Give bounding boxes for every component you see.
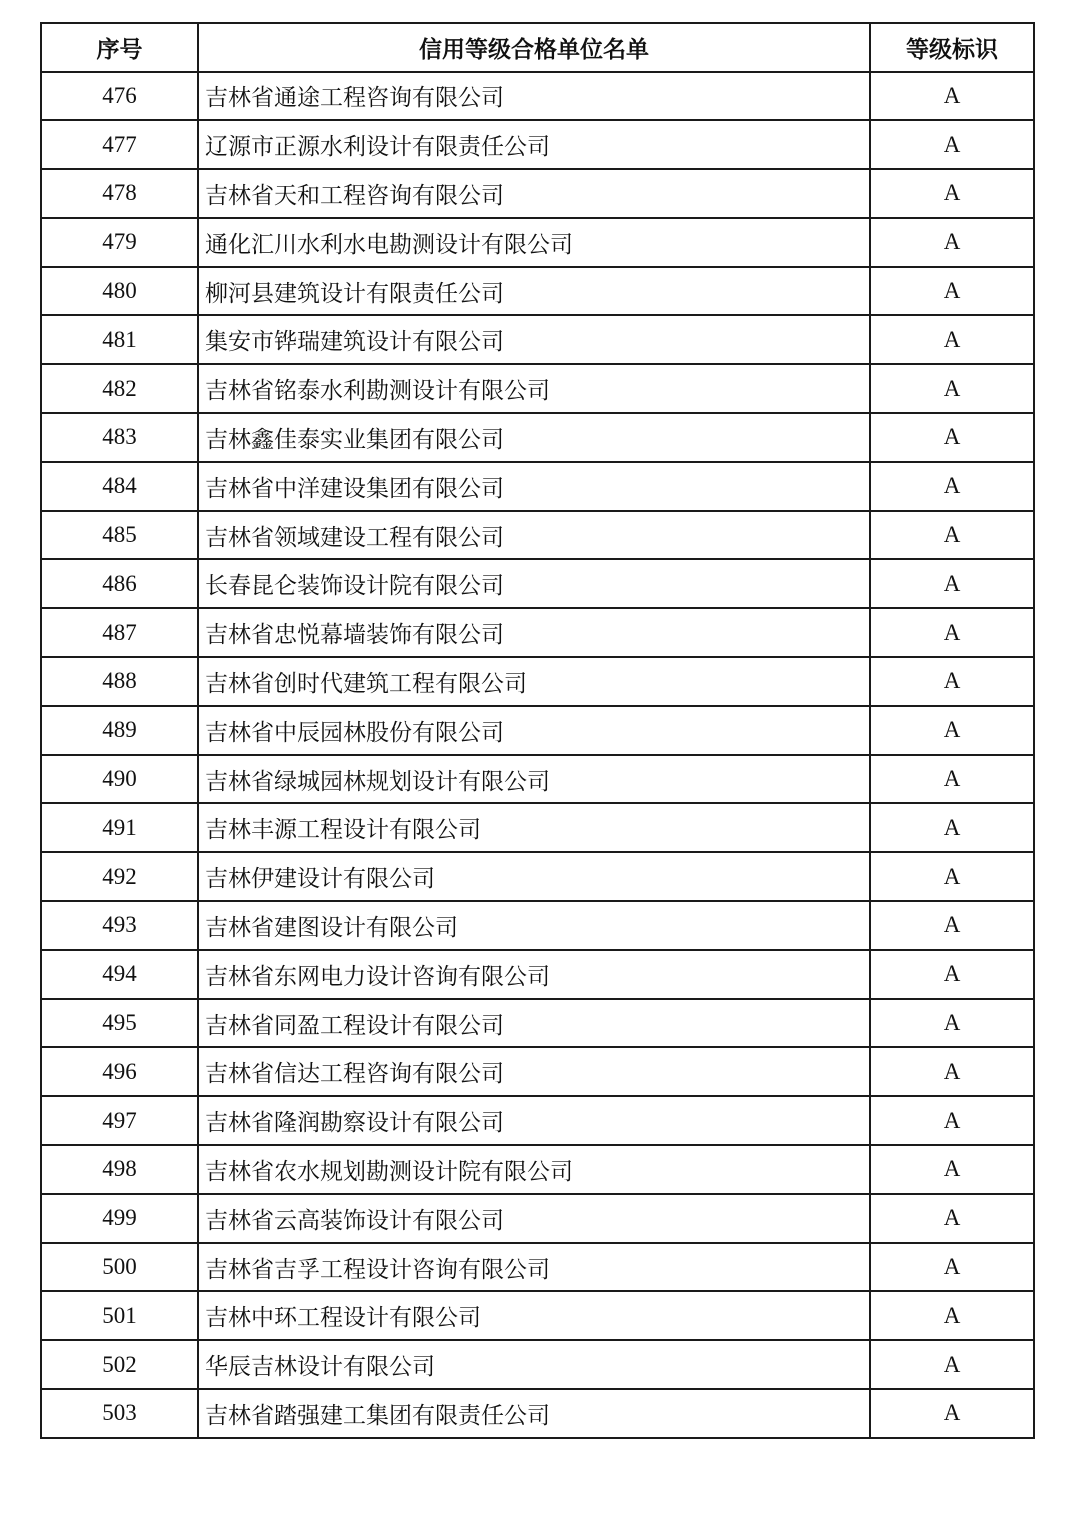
row-serial-number: 485 [41, 511, 198, 560]
row-grade-mark: A [870, 511, 1034, 560]
header-serial-number: 序号 [41, 23, 198, 72]
row-grade-mark: A [870, 1145, 1034, 1194]
row-serial-number: 487 [41, 608, 198, 657]
row-unit-name: 吉林省忠悦幕墙装饰有限公司 [198, 608, 870, 657]
row-unit-name: 吉林省领域建设工程有限公司 [198, 511, 870, 560]
row-serial-number: 494 [41, 950, 198, 999]
row-serial-number: 484 [41, 462, 198, 511]
table-row [41, 1096, 1034, 1145]
row-serial-number: 476 [41, 72, 198, 121]
table-row [41, 511, 1034, 560]
row-serial-number: 478 [41, 169, 198, 218]
row-grade-mark: A [870, 462, 1034, 511]
row-grade-mark: A [870, 1096, 1034, 1145]
row-serial-number: 499 [41, 1194, 198, 1243]
table-row [41, 999, 1034, 1048]
row-grade-mark: A [870, 120, 1034, 169]
row-serial-number: 497 [41, 1096, 198, 1145]
row-unit-name: 吉林省同盈工程设计有限公司 [198, 999, 870, 1048]
row-grade-mark: A [870, 364, 1034, 413]
table-row [41, 364, 1034, 413]
row-serial-number: 500 [41, 1243, 198, 1292]
row-grade-mark: A [870, 169, 1034, 218]
row-serial-number: 482 [41, 364, 198, 413]
row-serial-number: 488 [41, 657, 198, 706]
row-serial-number: 489 [41, 706, 198, 755]
row-grade-mark: A [870, 413, 1034, 462]
row-unit-name: 吉林省创时代建筑工程有限公司 [198, 657, 870, 706]
row-unit-name: 吉林省踏强建工集团有限责任公司 [198, 1389, 870, 1438]
row-unit-name: 集安市铧瑞建筑设计有限公司 [198, 315, 870, 364]
table-row [41, 267, 1034, 316]
row-unit-name: 吉林鑫佳泰实业集团有限公司 [198, 413, 870, 462]
row-unit-name: 吉林中环工程设计有限公司 [198, 1291, 870, 1340]
row-serial-number: 495 [41, 999, 198, 1048]
header-row [41, 23, 1034, 72]
row-unit-name: 辽源市正源水利设计有限责任公司 [198, 120, 870, 169]
row-serial-number: 496 [41, 1047, 198, 1096]
row-serial-number: 493 [41, 901, 198, 950]
table-row [41, 852, 1034, 901]
credit-grade-table [40, 22, 1035, 1439]
header-grade-mark: 等级标识 [870, 23, 1034, 72]
table-row [41, 1145, 1034, 1194]
table-row [41, 608, 1034, 657]
table-row [41, 657, 1034, 706]
row-unit-name: 吉林省绿城园林规划设计有限公司 [198, 755, 870, 804]
table-row [41, 901, 1034, 950]
row-unit-name: 吉林省中辰园林股份有限公司 [198, 706, 870, 755]
table-row [41, 315, 1034, 364]
table-row [41, 950, 1034, 999]
row-serial-number: 490 [41, 755, 198, 804]
table-body [41, 72, 1034, 1438]
row-grade-mark: A [870, 1243, 1034, 1292]
row-unit-name: 吉林省天和工程咨询有限公司 [198, 169, 870, 218]
row-grade-mark: A [870, 657, 1034, 706]
row-unit-name: 吉林省吉孚工程设计咨询有限公司 [198, 1243, 870, 1292]
row-grade-mark: A [870, 803, 1034, 852]
row-serial-number: 483 [41, 413, 198, 462]
row-serial-number: 503 [41, 1389, 198, 1438]
row-grade-mark: A [870, 852, 1034, 901]
row-grade-mark: A [870, 901, 1034, 950]
table-row [41, 1291, 1034, 1340]
row-grade-mark: A [870, 267, 1034, 316]
row-serial-number: 492 [41, 852, 198, 901]
row-grade-mark: A [870, 315, 1034, 364]
row-serial-number: 502 [41, 1340, 198, 1389]
row-grade-mark: A [870, 706, 1034, 755]
row-unit-name: 吉林省东网电力设计咨询有限公司 [198, 950, 870, 999]
table-row [41, 559, 1034, 608]
table-row [41, 706, 1034, 755]
table-row [41, 169, 1034, 218]
row-grade-mark: A [870, 755, 1034, 804]
table-row [41, 1194, 1034, 1243]
row-serial-number: 491 [41, 803, 198, 852]
row-unit-name: 吉林省建图设计有限公司 [198, 901, 870, 950]
row-unit-name: 吉林省通途工程咨询有限公司 [198, 72, 870, 121]
row-serial-number: 481 [41, 315, 198, 364]
row-grade-mark: A [870, 999, 1034, 1048]
row-unit-name: 吉林省农水规划勘测设计院有限公司 [198, 1145, 870, 1194]
row-unit-name: 吉林省铭泰水利勘测设计有限公司 [198, 364, 870, 413]
row-serial-number: 501 [41, 1291, 198, 1340]
row-grade-mark: A [870, 1291, 1034, 1340]
row-grade-mark: A [870, 72, 1034, 121]
row-serial-number: 498 [41, 1145, 198, 1194]
table-row [41, 72, 1034, 121]
row-unit-name: 通化汇川水利水电勘测设计有限公司 [198, 218, 870, 267]
row-grade-mark: A [870, 1340, 1034, 1389]
row-unit-name: 柳河县建筑设计有限责任公司 [198, 267, 870, 316]
row-unit-name: 吉林省中洋建设集团有限公司 [198, 462, 870, 511]
row-unit-name: 吉林省云高装饰设计有限公司 [198, 1194, 870, 1243]
table-header [41, 23, 1034, 72]
row-grade-mark: A [870, 1389, 1034, 1438]
row-grade-mark: A [870, 1194, 1034, 1243]
row-serial-number: 479 [41, 218, 198, 267]
row-unit-name: 华辰吉林设计有限公司 [198, 1340, 870, 1389]
header-unit-name-list: 信用等级合格单位名单 [198, 23, 870, 72]
table-row [41, 803, 1034, 852]
row-unit-name: 吉林丰源工程设计有限公司 [198, 803, 870, 852]
row-unit-name: 长春昆仑装饰设计院有限公司 [198, 559, 870, 608]
table-row [41, 1047, 1034, 1096]
row-grade-mark: A [870, 218, 1034, 267]
row-serial-number: 480 [41, 267, 198, 316]
row-serial-number: 486 [41, 559, 198, 608]
row-unit-name: 吉林省信达工程咨询有限公司 [198, 1047, 870, 1096]
row-unit-name: 吉林伊建设计有限公司 [198, 852, 870, 901]
row-grade-mark: A [870, 608, 1034, 657]
row-grade-mark: A [870, 559, 1034, 608]
row-grade-mark: A [870, 950, 1034, 999]
table-row [41, 1340, 1034, 1389]
table-row [41, 462, 1034, 511]
row-unit-name: 吉林省隆润勘察设计有限公司 [198, 1096, 870, 1145]
table-row [41, 218, 1034, 267]
row-grade-mark: A [870, 1047, 1034, 1096]
table-row [41, 120, 1034, 169]
table-row [41, 1389, 1034, 1438]
table-row [41, 1243, 1034, 1292]
row-serial-number: 477 [41, 120, 198, 169]
table-row [41, 755, 1034, 804]
table-row [41, 413, 1034, 462]
